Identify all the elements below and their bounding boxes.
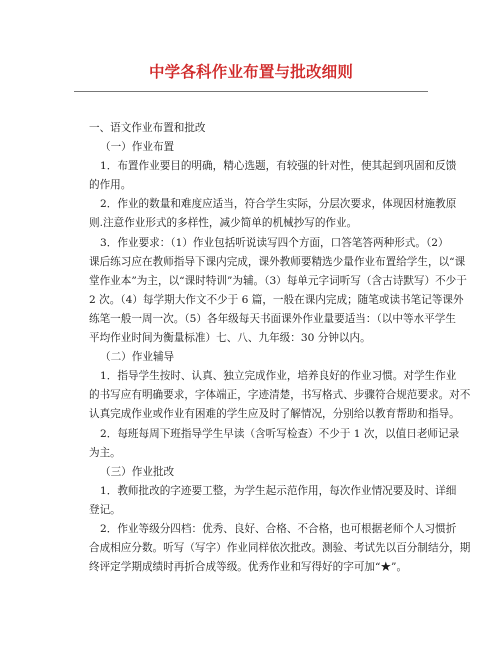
document-body [89, 119, 471, 577]
paragraph-line: 认真完成作业或作业有困难的学生应及时了解情况，分别给以教育帮助和指导。 [89, 408, 460, 421]
paragraph-line: （一）作业布置 [100, 141, 175, 154]
paragraph-line: 1．教师批改的字迹要工整，为学生起示范作用，每次作业情况要及时、详细 [100, 484, 457, 497]
paragraph-line: 则.注意作业形式的多样性，减少简单的机械抄写的作业。 [89, 217, 358, 230]
paragraph-line: 堂作业本”为主，以“课时特训”为辅。（3）每单元字词听写（含古诗默写）不少于 [89, 274, 467, 287]
paragraph-line: 的书写应有明确要求，字体端正，字迹清楚，书写格式、步骤符合规范要求。对不 [89, 389, 471, 402]
paragraph-line: 1．布置作业要目的明确，精心选题，有较强的针对性，使其起到巩固和反馈 [100, 160, 457, 173]
document-title: 中学各科作业布置与批改细则 [148, 63, 354, 81]
paragraph-line: 平均作业时间为衡量标准）七、八、九年级：30 分钟以内。 [89, 332, 371, 345]
paragraph-line: （二）作业辅导 [100, 351, 175, 364]
paragraph-line: 终评定学期成绩时再折合成等级。优秀作业和写得好的字可加“★”。 [89, 561, 408, 574]
paragraph-line: 2．作业等级分四档：优秀、良好、合格、不合格，也可根据老师个人习惯折 [100, 522, 457, 535]
paragraph-line: 课后练习应在教师指导下课内完成，课外教师要精选少量作业布置给学生，以“课 [89, 255, 466, 268]
paragraph-line: 练笔一般一周一次。（5）各年级每天书面课外作业量要适当：（以中等水平学生 [89, 312, 456, 325]
paragraph-line: 一、语文作业布置和批改 [89, 122, 206, 134]
title-divider [74, 91, 428, 92]
paragraph-line: 2 次。（4）每学期大作文不少于 6 篇，一般在课内完成；随笔或读书笔记等课外 [89, 293, 464, 306]
paragraph-line: 的作用。 [89, 179, 132, 192]
paragraph-line: 2．作业的数量和难度应适当，符合学生实际，分层次要求，体现因材施教原 [100, 198, 457, 211]
paragraph-line: 为主。 [89, 446, 121, 459]
paragraph-line: 3．作业要求：（1）作业包括听说读写四个方面，口答笔答两种形式。（2） [100, 236, 449, 249]
paragraph-line: 合成相应分数。听写（写字）作业同样依次批改。测验、考试先以百分制结分，期 [89, 542, 471, 555]
paragraph-line: 登记。 [89, 503, 121, 516]
paragraph-line: 2．每班每周下班指导学生早读（含听写检查）不少于 1 次，以值日老师记录 [100, 427, 460, 440]
paragraph-line: 1．指导学生按时、认真、独立完成作业，培养良好的作业习惯。对学生作业 [100, 370, 457, 383]
paragraph-line: （三）作业批改 [100, 465, 175, 478]
